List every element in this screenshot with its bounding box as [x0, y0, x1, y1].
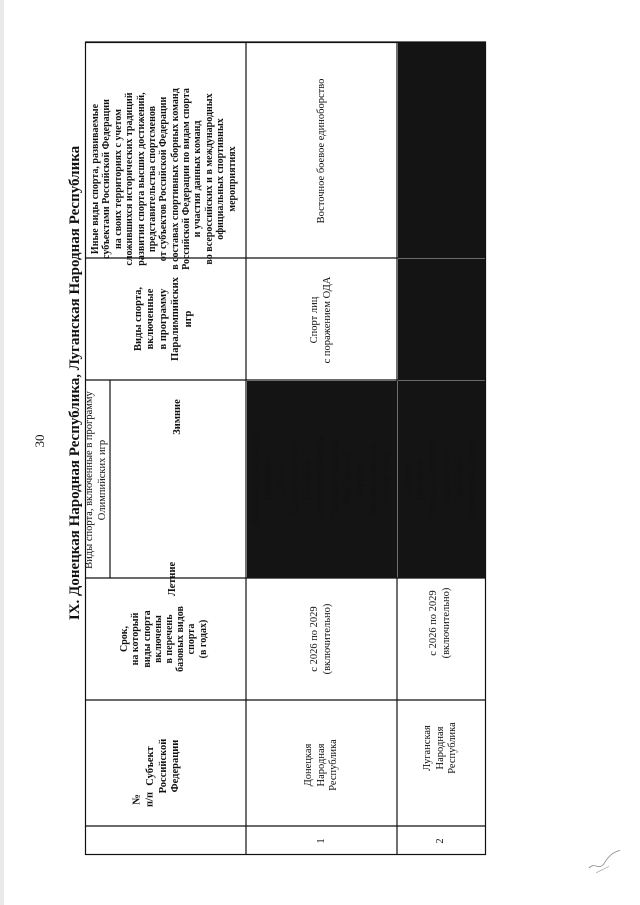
list-item: Волейбол [262, 457, 274, 501]
list-item: Плавание [415, 457, 427, 501]
hdr-number: № п/п [131, 791, 155, 808]
hdr-olympic-group: Виды спорта, включенные в программу Олимпийских игр [84, 391, 108, 569]
list-item: Прыжки на батуте [466, 437, 478, 521]
list-item: Футбол [354, 462, 366, 496]
hdr-winter: Зимние [171, 399, 183, 435]
hdr-term: Срок, на который виды спорта включены в перечень базовых видов спорта (в годах) [119, 606, 209, 672]
row2-number: 2 [434, 838, 446, 844]
hdr-paralympic: Виды спорта, включенные в программу Паралимпийских игр [132, 277, 194, 361]
list-item: Легкая атлетика [289, 443, 301, 515]
row1-summer-list [248, 380, 394, 578]
hdr-summer: Летние [166, 561, 178, 597]
list-item: Фехтование [341, 452, 353, 506]
hdr-subject: Субъект Российской Федерации [145, 738, 182, 794]
row1-other: Восточное боевое единоборство [315, 78, 327, 224]
section-title-upright: IX. Донецкая Народная Республика, Луганская Народная Республика [67, 145, 83, 621]
signature-mark [585, 840, 625, 880]
list-item: гимнастика [381, 453, 393, 505]
row2-summer-list [398, 381, 484, 577]
list-item: Тяжелая атлетика [428, 439, 440, 519]
list-item: Дзюдо [402, 464, 414, 494]
row2-term: с 2026 по 2029 (включительно) [428, 587, 452, 659]
list-item: Дзюдо [276, 464, 288, 494]
row1-paralympic: Спорт лиц с поражением ОДА [309, 276, 333, 364]
list-item: Велосипедный спорт [249, 431, 261, 527]
hdr-other: Иные виды спорта, развиваемые субъектами Российской Федерации на своих территориях с учетом сложившихся исторических традиций развития спорта высших достижений, представительства спортсменов от субъектов Российской Федерации в составах спортивных сборных команд Российской Федерации по видам спорта и участия данных команд во всероссийских и в международных официальных спортивных мероприятиях [89, 88, 238, 270]
row1-number: 1 [315, 838, 327, 844]
row1-term: с 2026 по 2029 (включительно) [309, 603, 333, 675]
list-item: Спортивная борьба [315, 435, 327, 523]
row1-subject: Донецкая Народная Республика [303, 739, 340, 791]
list-item: Современное [441, 449, 452, 509]
other-cell-empty-row2 [398, 43, 485, 258]
list-item: Художественная [367, 442, 379, 516]
list-item: пятиборье [453, 456, 465, 502]
page-number-upright: 30 [32, 434, 48, 448]
list-item: Плавание [302, 457, 314, 501]
paralympic-cell-empty-row2 [398, 259, 485, 380]
list-item: Тяжелая атлетика [328, 439, 340, 519]
row2-subject: Луганская Народная Республика [422, 722, 459, 774]
